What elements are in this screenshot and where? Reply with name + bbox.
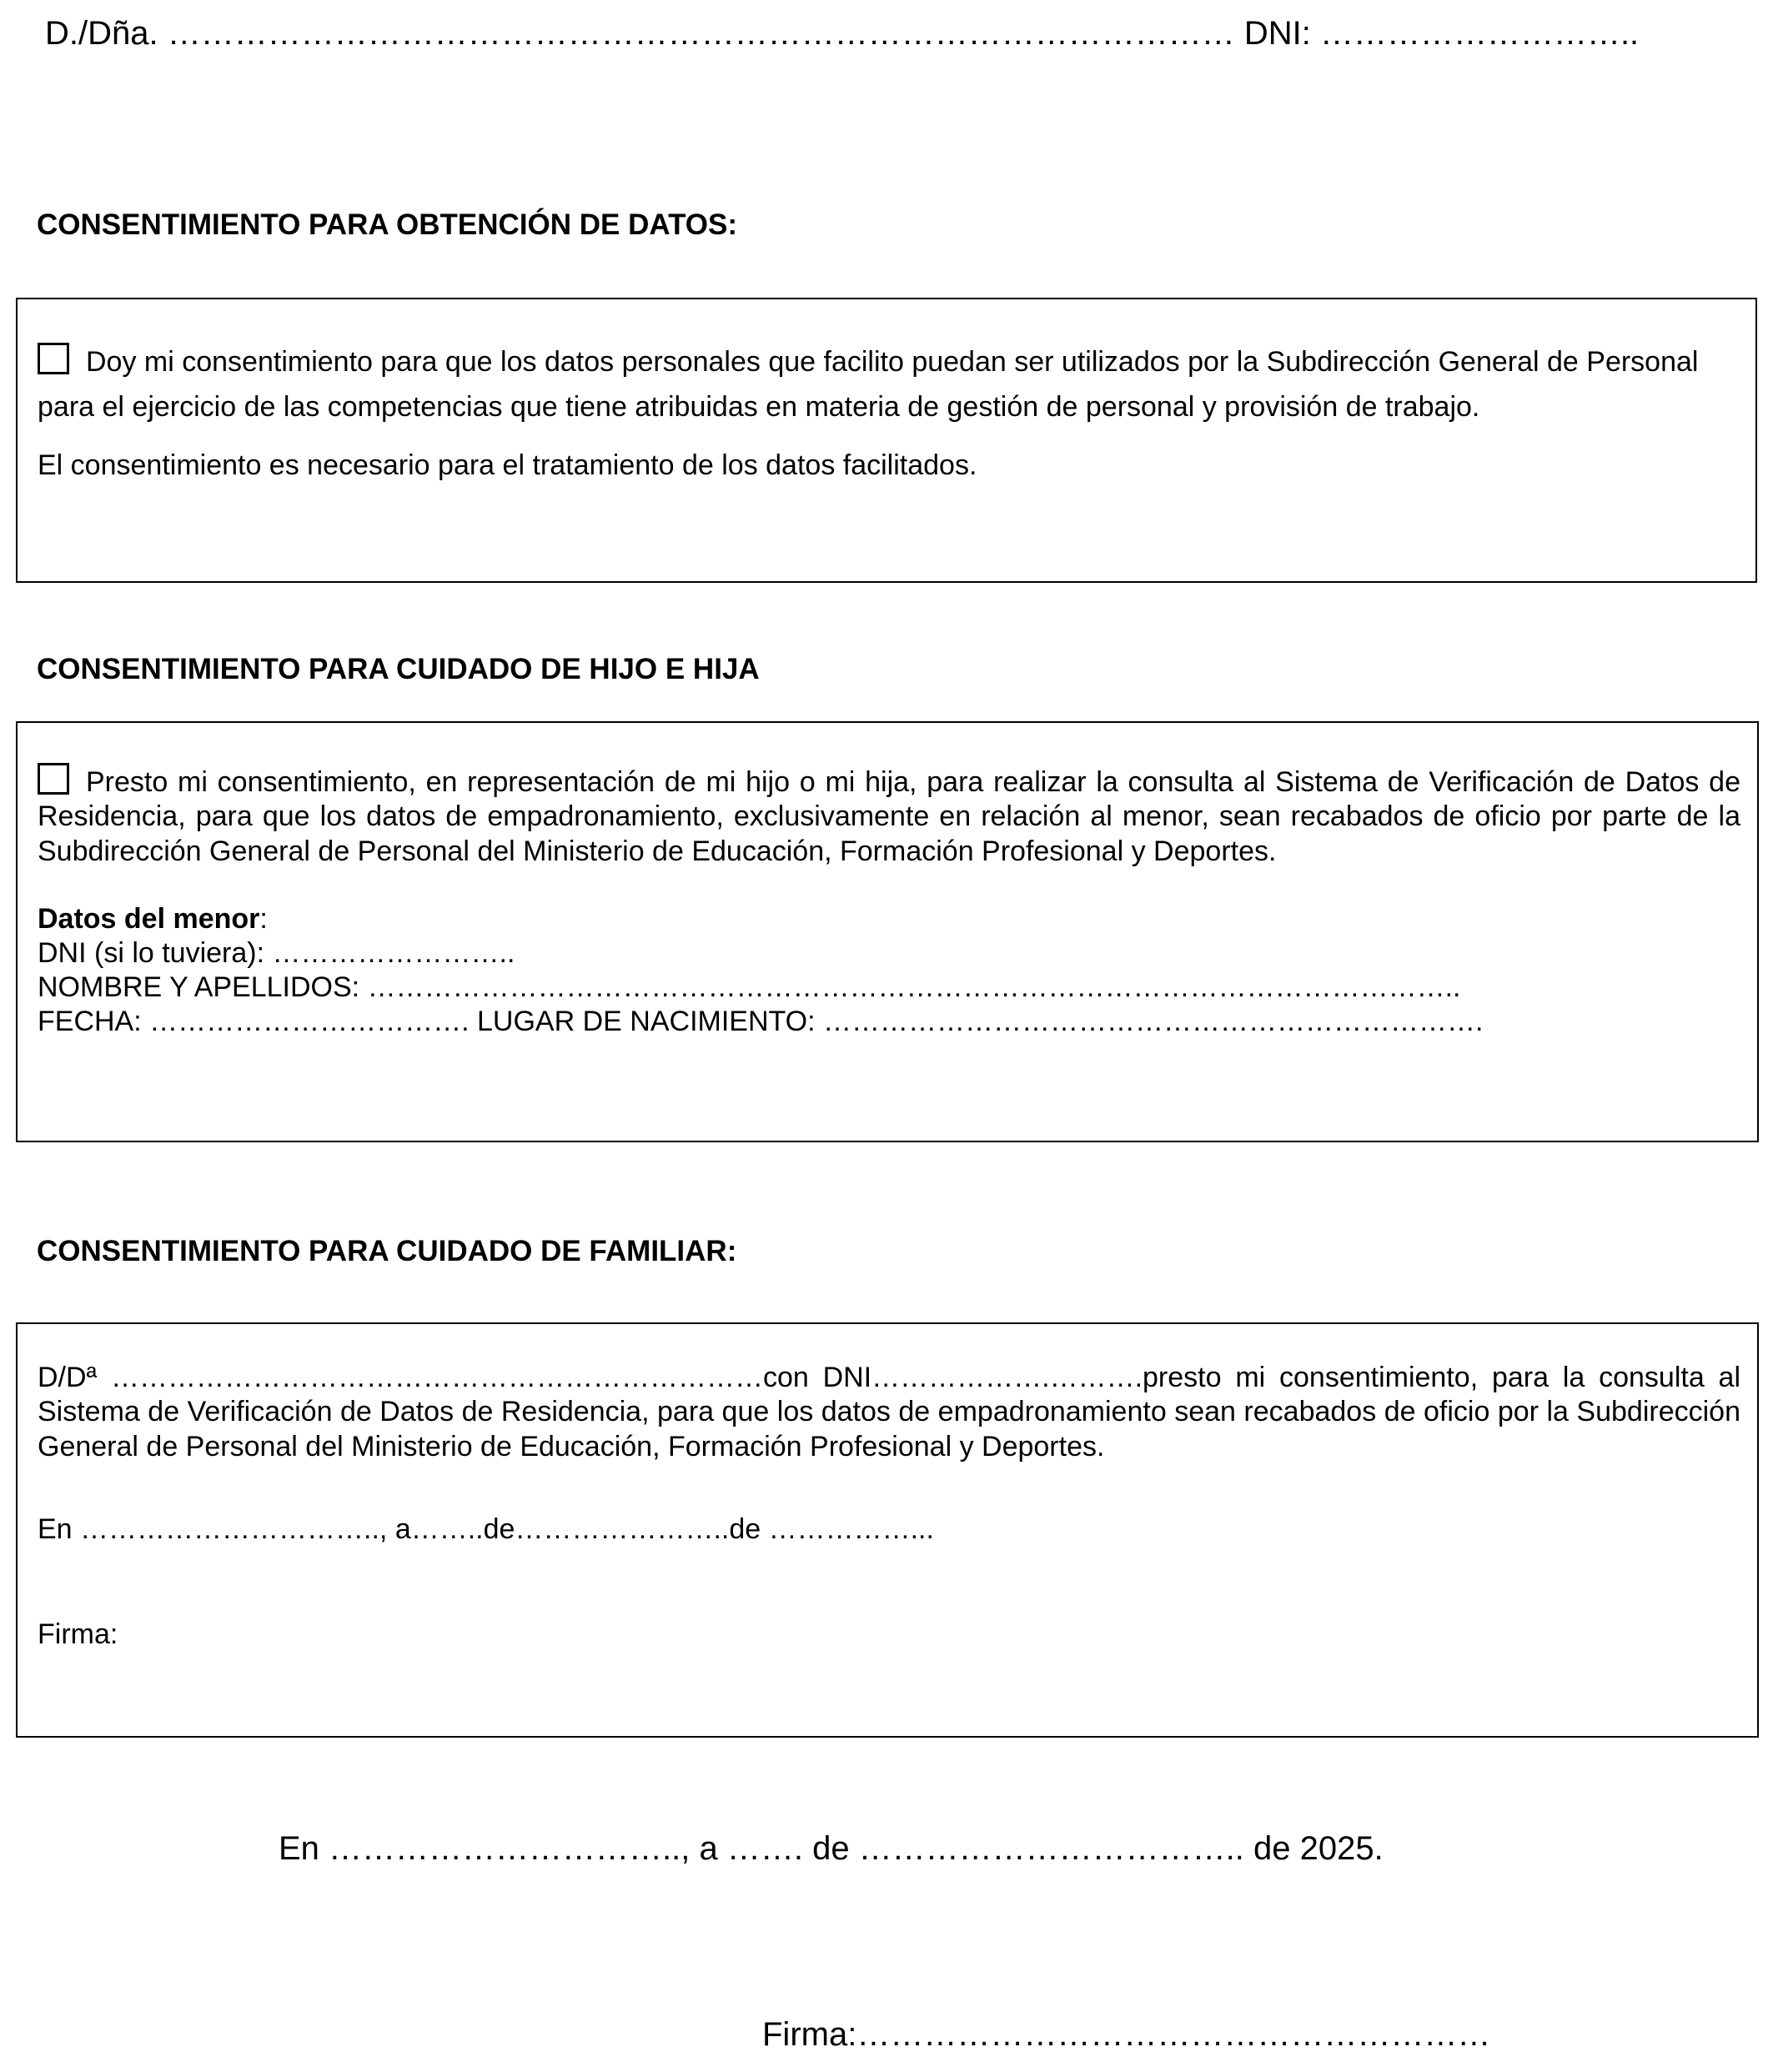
family-care-place-date-field[interactable]: En ………………………….., a……..de…………………..de ……………... [38,1513,934,1546]
minor-heading [38,902,1740,936]
footer-signature-line[interactable]: Firma:………………………………………………… [762,2016,1491,2053]
applicant-name-dni-line: D./Dña. …………………………………………………………………………………… DNI: ……………………….. [45,15,1640,52]
data-consent-box [16,298,1757,583]
child-care-paragraph [38,763,1740,869]
data-consent-text: Doy mi consentimiento para que los datos personales que facilito puedan ser utilizados por la Subdirección General de Personal para el ejercicio de las competencias que tiene atribuidas en materia de gestión de personal y provisión de trabajo. [38,346,1699,424]
child-care-checkbox[interactable] [38,763,69,795]
family-care-signature-label: Firma: [38,1618,118,1650]
section-title-data-consent: CONSENTIMIENTO PARA OBTENCIÓN DE DATOS: [37,208,738,241]
section-title-child-care: CONSENTIMIENTO PARA CUIDADO DE HIJO E HIJA [37,653,760,685]
child-care-text: Presto mi consentimiento, en representación de mi hijo o mi hija, para realizar la consulta al Sistema de Verificación de Datos de Residencia, para que los datos de empadronamiento, exclusivamente en relación al menor, sean recabados de oficio por parte de la Subdirección General de Personal del Ministerio de Educación, Formación Profesional y Deportes. [38,766,1740,867]
data-consent-note: El consentimiento es necesario para el tratamiento de los datos facilitados. [38,449,977,481]
minor-heading-label: Datos del menor [38,903,260,936]
section-title-family-care: CONSENTIMIENTO PARA CUIDADO DE FAMILIAR: [37,1235,737,1267]
data-consent-checkbox[interactable] [38,343,69,374]
minor-birth-date-place-field[interactable]: FECHA: ……………………………. LUGAR DE NACIMIENTO: ……………………………………………………………. [38,1005,1484,1037]
minor-dni-field[interactable]: DNI (si lo tuviera): …………………….. [38,937,515,970]
minor-name-field[interactable]: NOMBRE Y APELLIDOS: …………………………………………………………………………………………………….. [38,971,1461,1003]
footer-place-date-line[interactable]: En ………………………….., a ……. de …………………………….. de 2025. [279,1830,1384,1867]
minor-heading-colon: : [259,903,268,936]
child-care-consent-box [16,721,1759,1142]
data-consent-paragraph [38,339,1739,430]
family-care-consent-box [16,1322,1759,1738]
family-care-paragraph: D/Dª ……………………………………………………………con DNI……………….……….presto mi consentimiento, para la consulta al Sistema de Verificación de Datos de Residencia, para que los datos de empadronamiento sean recabados de oficio por la Subdirección General de Personal del Ministerio de Educación, Formación Profesional y Deportes. [38,1362,1740,1462]
